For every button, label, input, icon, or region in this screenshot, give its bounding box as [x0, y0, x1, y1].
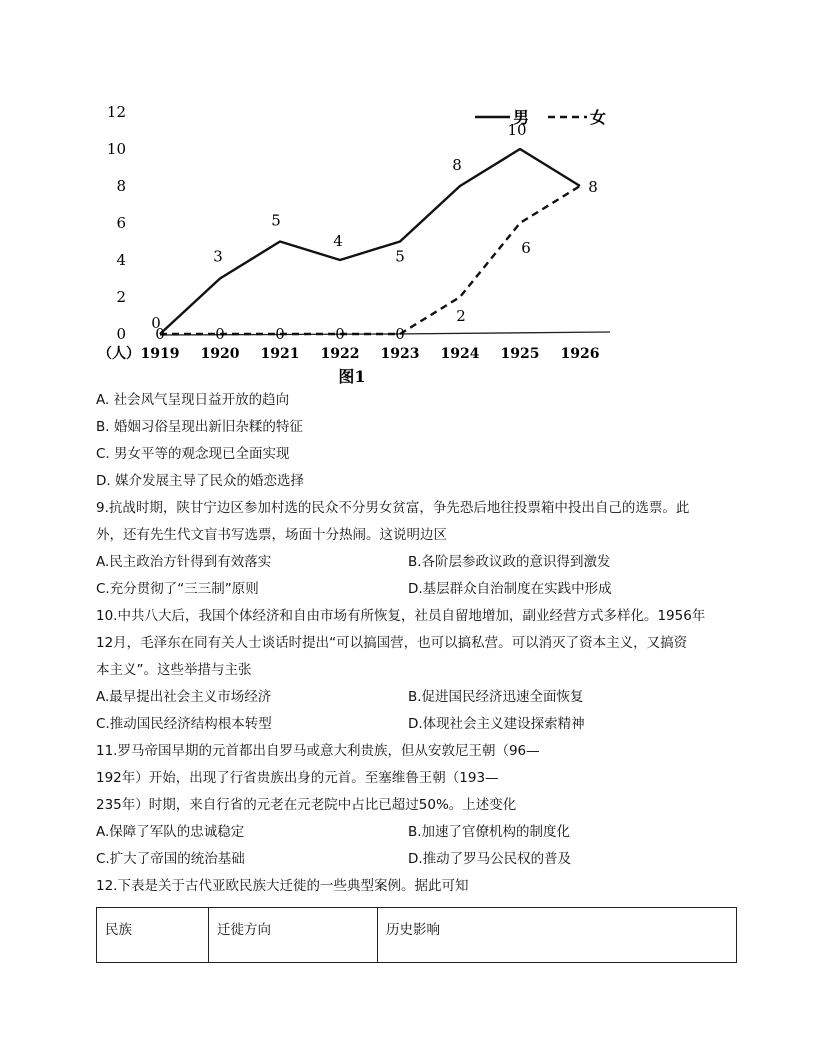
q9-stem-line2: 外，还有先生代文盲书写选票，场面十分热闹。这说明边区	[96, 527, 447, 543]
y-tick-label: 6	[116, 214, 126, 232]
table-header-historical-impact: 历史影响	[378, 908, 737, 963]
chart-caption: 图1	[338, 367, 366, 386]
migration-table	[96, 907, 737, 963]
legend-label-male: 男	[513, 108, 530, 127]
data-label-female: 0	[275, 325, 285, 343]
q10-stem-line1: 10.中共八大后，我国个体经济和自由市场有所恢复，社员自留地增加，副业经营方式多样化。1956年	[96, 608, 706, 624]
legend-label-female: 女	[590, 108, 607, 127]
x-tick-label: 1922	[320, 346, 360, 362]
q10-stem-line2: 12月，毛泽东在同有关人士谈话时提出“可以搞国营，也可以搞私营。可以消灭了资本主义，又搞资	[96, 635, 688, 651]
x-tick-label: 1919	[140, 346, 180, 362]
data-label-female: 6	[521, 239, 531, 257]
data-label-female: 0	[155, 325, 165, 343]
y-tick-label: 12	[106, 103, 126, 121]
series-line-female	[160, 186, 580, 334]
table-header-row	[97, 908, 737, 963]
q11-option-d: D.推动了罗马公民权的普及	[408, 851, 572, 867]
y-tick-label: 4	[116, 251, 126, 269]
q11-stem-line1: 11.罗马帝国早期的元首都出自罗马或意大利贵族，但从安敦尼王朝（96—	[96, 743, 540, 759]
x-axis-line	[160, 332, 610, 335]
data-label-female: 0	[395, 325, 405, 343]
data-label-male: 10	[507, 121, 527, 139]
q12-stem: 12.下表是关于古代亚欧民族大迁徙的一些典型案例。据此可知	[96, 878, 469, 894]
q8-option-b: B. 婚姻习俗呈现出新旧杂糅的特征	[96, 419, 303, 435]
x-tick-label: 1926	[560, 346, 600, 362]
x-tick-label: 1921	[260, 346, 300, 362]
data-label-male: 5	[271, 211, 281, 230]
data-label-male: 3	[213, 247, 223, 266]
table-header-migration-direction: 迁徙方向	[209, 908, 378, 963]
line-chart	[90, 92, 630, 392]
chart-axes	[98, 103, 610, 362]
q11-option-a: A.保障了军队的忠诚稳定	[96, 824, 245, 840]
q10-option-a: A.最早提出社会主义市场经济	[96, 689, 272, 705]
y-tick-label: 0	[116, 325, 126, 343]
data-label-female: 0	[215, 325, 225, 343]
series-line-male	[160, 149, 580, 334]
q8-option-c: C. 男女平等的观念现已全面实现	[96, 446, 290, 462]
q9-stem-line1: 9.抗战时期，陕甘宁边区参加村选的民众不分男女贫富，争先恐后地往投票箱中投出自己的选票。此	[96, 500, 690, 516]
data-label-male: 0	[151, 314, 161, 332]
q9-option-c: C.充分贯彻了“三三制”原则	[96, 581, 259, 597]
q9-option-a: A.民主政治方针得到有效落实	[96, 554, 272, 570]
y-tick-label: 8	[116, 177, 126, 195]
q10-option-c: C.推动国民经济结构根本转型	[96, 716, 272, 732]
q10-option-d: D.体现社会主义建设探索精神	[408, 716, 585, 732]
data-label-female: 2	[456, 307, 466, 325]
table-header-ethnic-group: 民族	[97, 908, 209, 963]
q11-option-b: B.加速了官僚机构的制度化	[408, 824, 571, 840]
data-label-male: 8	[452, 156, 462, 174]
q11-stem-line3: 235年）时期，来自行省的元老在元老院中占比已超过50%。上述变化	[96, 797, 517, 813]
y-tick-label: 2	[116, 288, 126, 306]
x-tick-label: 1920	[200, 346, 240, 362]
data-label-male: 4	[333, 232, 343, 250]
y-tick-label: 10	[106, 140, 126, 158]
q8-option-d: D. 媒介发展主导了民众的婚恋选择	[96, 473, 304, 489]
q11-stem-line2: 192年）开始，出现了行省贵族出身的元首。至塞维鲁王朝（193—	[96, 770, 499, 786]
q10-option-b: B.促进国民经济迅速全面恢复	[408, 689, 584, 705]
q9-option-b: B.各阶层参政议政的意识得到激发	[408, 554, 611, 570]
x-tick-label: 1924	[440, 346, 480, 362]
data-label-female: 0	[335, 325, 345, 343]
chart-series	[160, 149, 580, 334]
data-label-male: 8	[588, 178, 598, 196]
data-label-male: 5	[395, 247, 405, 266]
q9-option-d: D.基层群众自治制度在实践中形成	[408, 581, 612, 597]
x-tick-label: 1923	[380, 346, 420, 362]
q10-stem-line3: 本主义”。这些举措与主张	[96, 662, 252, 678]
q8-option-a: A. 社会风气呈现日益开放的趋向	[96, 392, 290, 408]
y-unit-label: （人）	[98, 346, 140, 362]
chart-legend	[475, 108, 606, 127]
q11-option-c: C.扩大了帝国的统治基础	[96, 851, 245, 867]
x-tick-label: 1925	[500, 346, 540, 362]
